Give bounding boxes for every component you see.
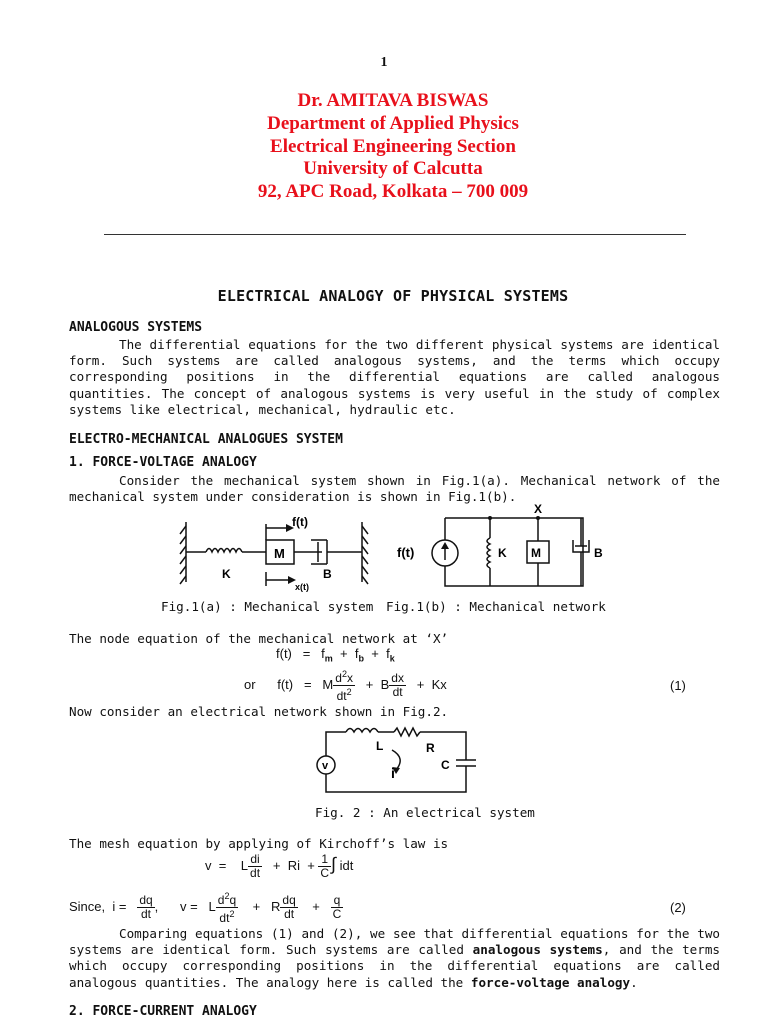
equation-1: or f(t) = M $\frac{d^2x}{dt^2}$ + B $\frac{dx}{dt}$ + Kx — [244, 669, 447, 703]
fig1b-source-label: f(t) — [397, 545, 415, 560]
mesh-equation-intro: The mesh equation by applying of Kirchoff’s law is — [69, 836, 449, 851]
address: 92, APC Road, Kolkata – 700 009 — [257, 181, 529, 202]
page-number: 1 — [380, 55, 388, 70]
eq3-num4: q — [331, 894, 344, 908]
equation-1-number: (1) — [670, 678, 686, 693]
fig1a-damper-label: B — [323, 567, 332, 581]
eq-ft: f(t) — [276, 646, 292, 661]
fig2-current-label: i — [391, 765, 395, 781]
eq1-tail: Kx — [431, 676, 447, 692]
eq3-den4: C — [332, 907, 342, 921]
subheading-force-current: 2. FORCE-CURRENT ANALOGY — [69, 1004, 257, 1019]
eq-plus: + — [340, 646, 348, 661]
equation-force-sum — [276, 646, 395, 664]
fig2-capacitor-label: C — [441, 758, 450, 772]
compare-bold-2: force-voltage analogy — [470, 974, 631, 990]
eq-fb: f — [354, 646, 359, 661]
eq1-M: M — [322, 676, 334, 692]
section-heading-electro-mechanical: ELECTRO-MECHANICAL ANALOGUES SYSTEM — [69, 432, 343, 447]
eq1-equals: = — [303, 676, 312, 692]
fig2-inductor-label: L — [376, 739, 384, 753]
compare-text-2: , and the terms which occupy corresponding positions in the differential equations are called analogous quantities. The analogy here is called the — [69, 942, 720, 990]
eq3-den1: dt — [140, 907, 151, 921]
eq-fk-sub: k — [389, 653, 395, 664]
fig2-caption: Fig. 2 : An electrical system — [315, 805, 535, 820]
eq2-Ri: Ri — [287, 857, 300, 873]
fig1b-damper-label: B — [594, 546, 603, 560]
eq2-den2: C — [320, 866, 330, 880]
section-name: Electrical Engineering Section — [270, 136, 516, 157]
eq3-since: Since, — [69, 898, 106, 914]
fig2-source-label: v — [322, 760, 329, 772]
eq3-num1: dq — [139, 893, 153, 907]
fig2-electrical-system — [308, 722, 488, 800]
compare-text-3: . — [630, 974, 638, 990]
section-heading-analogous: ANALOGOUS SYSTEMS — [69, 320, 203, 335]
fig1a-mass-label: M — [274, 546, 285, 561]
node-equation-intro: The node equation of the mechanical network at ‘X’ — [69, 631, 449, 646]
paragraph-comparing — [69, 926, 720, 991]
eq2-num2: 1 — [318, 853, 331, 867]
eq2-equals: = — [218, 857, 227, 873]
eq1-B: B — [380, 676, 390, 692]
eq-fm: f — [321, 646, 325, 661]
compare-bold-1: analogous systems — [472, 942, 603, 958]
compare-text-1: Comparing equations (1) and (2), we see that differential equations for the two systems are identical form. Such systems are called — [69, 926, 720, 958]
subheading-force-voltage: 1. FORCE-VOLTAGE ANALOGY — [69, 455, 257, 470]
header-divider — [104, 234, 686, 235]
eq-equals: = — [302, 646, 311, 661]
paragraph-consider-mechanical: Consider the mechanical system shown in Fig.1(a). Mechanical network of the mechanical system under consideration is shown in Fig.1(b). — [69, 473, 720, 505]
author-name: Dr. AMITAVA BISWAS — [297, 90, 489, 111]
fig1b-mechanical-network — [395, 502, 610, 592]
fig1a-force-label: f(t) — [292, 515, 308, 529]
eq2-num1: di — [248, 853, 262, 867]
fig1b-caption: Fig.1(b) : Mechanical network — [386, 599, 606, 614]
eq1-num1: x — [346, 671, 353, 685]
paragraph-analogous: The differential equations for the two different physical systems are identical form. Such systems are called analogous systems, and the terms which occupy corresponding positions in the differential equations are called analogous quantities. The concept of analogous systems is very useful in the study of complex systems like electrical, mechanical, hydraulic etc. — [69, 337, 720, 417]
eq1-num2: dx — [391, 671, 404, 685]
fig1a-caption: Fig.1(a) : Mechanical system — [161, 599, 374, 614]
eq2-tail: idt — [339, 857, 354, 873]
fig1a-displacement-label: x(t) — [295, 582, 309, 592]
eq2-L: L — [240, 857, 249, 873]
eq3-i: i — [112, 898, 116, 914]
eq-fb-sub: b — [358, 653, 364, 664]
fig2-resistor-label: R — [426, 741, 435, 755]
department: Department of Applied Physics — [267, 113, 519, 134]
eq3-num3: dq — [282, 893, 296, 907]
mesh-equation: v = L $\frac{di}{dt}$ + Ri + $\frac{1}{C}$ ∫ idt — [205, 852, 354, 880]
eq3-R: R — [271, 898, 281, 914]
eq2-lhs: v — [205, 857, 212, 873]
university: University of Calcutta — [303, 158, 483, 179]
eq1-lhs: f(t) — [277, 676, 294, 692]
fig1b-spring-label: K — [498, 546, 507, 560]
page-title: ELECTRICAL ANALOGY OF PHYSICAL SYSTEMS — [217, 287, 569, 305]
fig1a-mechanical-system — [178, 510, 380, 592]
eq-fm-sub: m — [324, 653, 333, 664]
eq3-num2: q — [229, 893, 237, 907]
fig1b-node-label: X — [534, 502, 543, 516]
equation-2-number: (2) — [670, 900, 686, 915]
eq3-den3: dt — [284, 907, 295, 921]
eq1-or: or — [244, 676, 256, 692]
eq2-den1: dt — [250, 866, 261, 880]
eq1-den2: dt — [392, 685, 403, 699]
eq3-v: v — [179, 898, 187, 914]
eq-fk: f — [386, 646, 390, 661]
fig1a-spring-label: K — [222, 567, 231, 581]
eq3-L: L — [208, 898, 216, 914]
electrical-network-intro: Now consider an electrical network shown in Fig.2. — [69, 704, 449, 719]
eq2-integral: ∫ — [331, 853, 337, 874]
fig1b-mass-label: M — [531, 546, 541, 560]
eq-plus-2: + — [371, 646, 379, 661]
equation-2: Since, i = $\frac{dq}{dt}$ , v = L $\frac{d^2q}{dt^2}$ + R $\frac{dq}{dt}$ + $\frac{q}{C}$ — [69, 891, 342, 925]
